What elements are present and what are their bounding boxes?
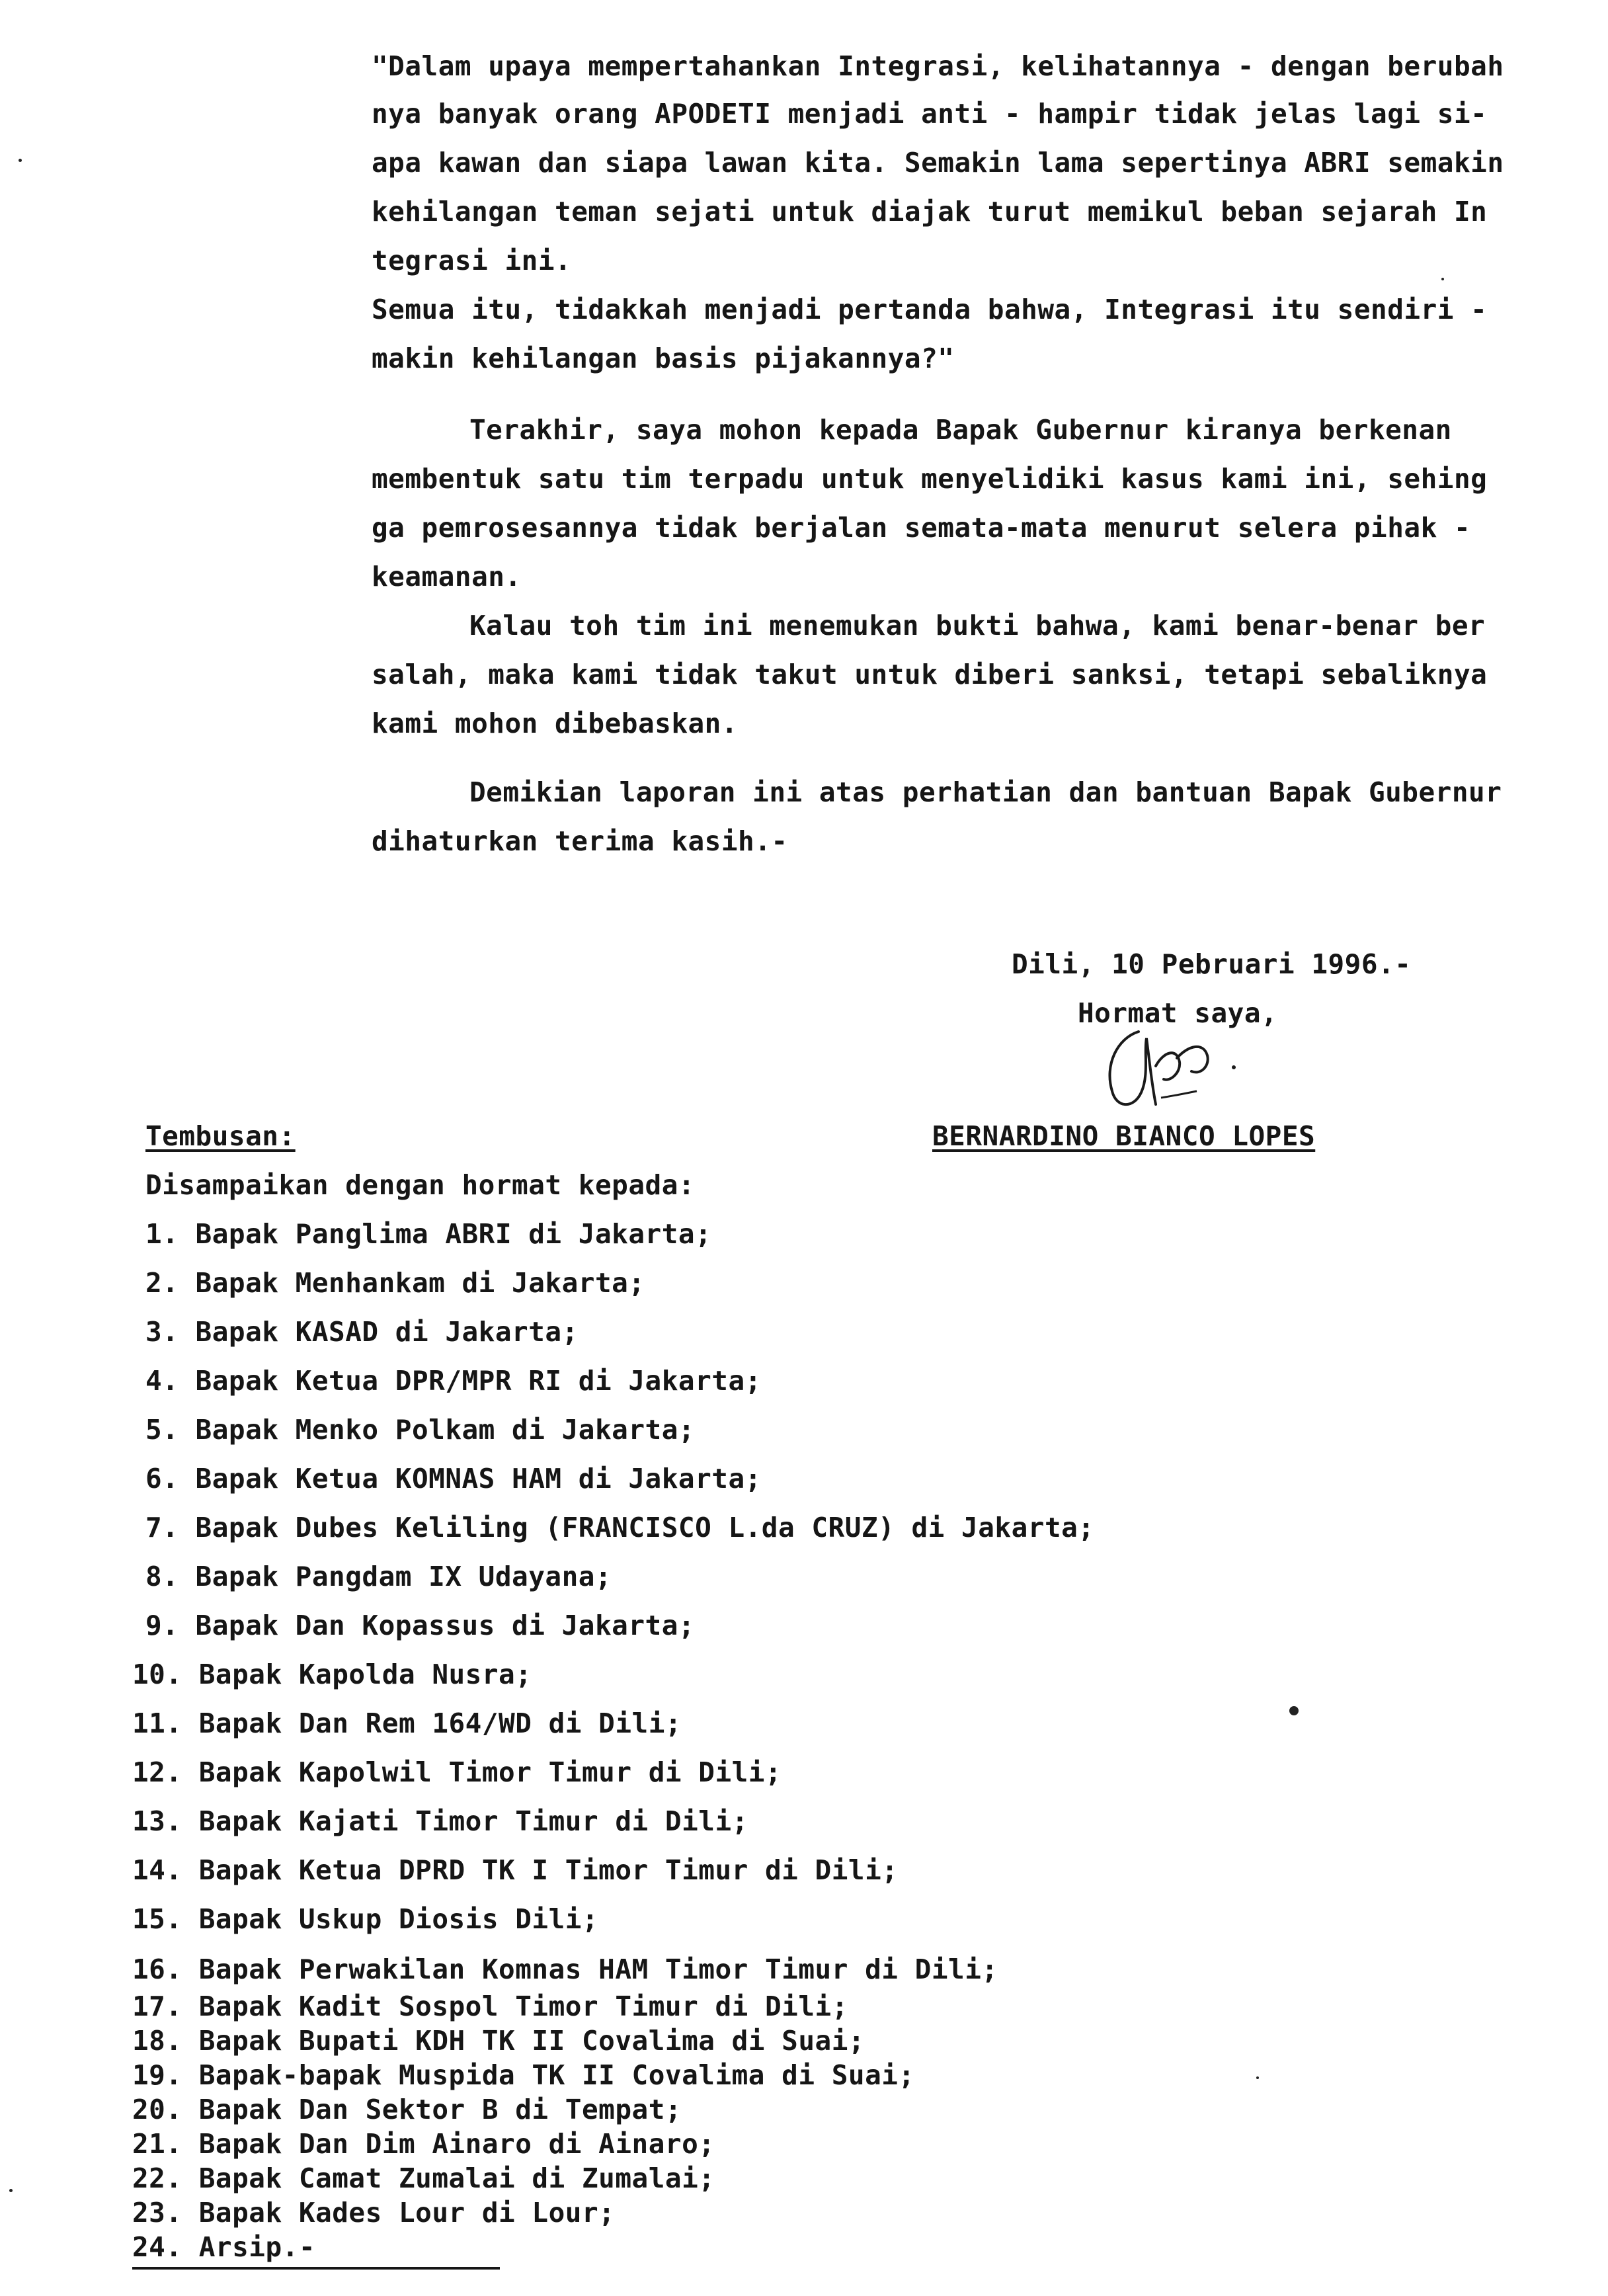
body-line: apa kawan dan siapa lawan kita. Semakin lama sepertinya ABRI semakin (372, 147, 1504, 179)
body-line: "Dalam upaya mempertahankan Integrasi, kelihatannya - dengan berubah (372, 50, 1504, 82)
signer-name: BERNARDINO BIANCO LOPES (932, 1120, 1316, 1152)
recipient-item: 18. Bapak Bupati KDH TK II Covalima di Suai; (132, 2025, 865, 2057)
handwritten-signature-icon (1078, 1018, 1250, 1124)
recipient-item: 22. Bapak Camat Zumalai di Zumalai; (132, 2162, 715, 2194)
recipient-item: 20. Bapak Dan Sektor B di Tempat; (132, 2094, 682, 2125)
recipient-item: 21. Bapak Dan Dim Ainaro di Ainaro; (132, 2128, 715, 2160)
closing-rule (132, 2267, 500, 2270)
body-line: ga pemrosesannya tidak berjalan semata-mata menurut selera pihak - (372, 512, 1471, 544)
recipient-item: 16. Bapak Perwakilan Komnas HAM Timor Timur di Dili; (132, 1953, 998, 1985)
recipient-item: 13. Bapak Kajati Timor Timur di Dili; (132, 1805, 748, 1837)
recipient-item: 11. Bapak Dan Rem 164/WD di Dili; (132, 1707, 682, 1739)
scan-speck (19, 159, 22, 162)
recipient-item: 24. Arsip.- (132, 2231, 316, 2263)
recipient-item: 1. Bapak Panglima ABRI di Jakarta; (145, 1218, 712, 1250)
body-line: kami mohon dibebaskan. (372, 708, 739, 739)
recipient-item: 9. Bapak Dan Kopassus di Jakarta; (145, 1610, 696, 1641)
scan-speck (1256, 2076, 1259, 2079)
body-line: Kalau toh tim ini menemukan bukti bahwa, kami benar-benar ber (469, 610, 1486, 641)
recipient-item: 5. Bapak Menko Polkam di Jakarta; (145, 1414, 696, 1446)
body-line: tegrasi ini. (372, 245, 572, 276)
body-line: membentuk satu tim terpadu untuk menyelidiki kasus kami ini, sehing (372, 463, 1488, 495)
recipient-item: 3. Bapak KASAD di Jakarta; (145, 1316, 579, 1348)
scan-speck (1441, 278, 1444, 280)
recipient-item: 23. Bapak Kades Lour di Lour; (132, 2197, 616, 2229)
salutation: Hormat saya, (1078, 997, 1278, 1029)
recipient-item: 8. Bapak Pangdam IX Udayana; (145, 1561, 612, 1592)
body-line: dihaturkan terima kasih.- (372, 825, 788, 857)
tembusan-intro: Disampaikan dengan hormat kepada: (145, 1169, 696, 1201)
recipient-item: 7. Bapak Dubes Keliling (FRANCISCO L.da CRUZ) di Jakarta; (145, 1512, 1095, 1543)
body-line: salah, maka kami tidak takut untuk diberi sanksi, tetapi sebaliknya (372, 659, 1488, 690)
recipient-item: 2. Bapak Menhankam di Jakarta; (145, 1267, 645, 1299)
body-line: Demikian laporan ini atas perhatian dan bantuan Bapak Gubernur (469, 776, 1502, 808)
body-line: Terakhir, saya mohon kepada Bapak Gubernur kiranya berkenan (469, 414, 1452, 446)
scan-speck (9, 2189, 13, 2192)
recipient-item: 19. Bapak-bapak Muspida TK II Covalima di Suai; (132, 2059, 915, 2091)
recipient-item: 4. Bapak Ketua DPR/MPR RI di Jakarta; (145, 1365, 762, 1397)
place-date: Dili, 10 Pebruari 1996.- (1012, 948, 1412, 980)
body-line: keamanan. (372, 561, 522, 593)
body-line: makin kehilangan basis pijakannya?" (372, 343, 955, 374)
recipient-item: 6. Bapak Ketua KOMNAS HAM di Jakarta; (145, 1463, 762, 1495)
recipient-item: 10. Bapak Kapolda Nusra; (132, 1659, 532, 1690)
recipient-item: 14. Bapak Ketua DPRD TK I Timor Timur di Dili; (132, 1854, 899, 1886)
body-line: kehilangan teman sejati untuk diajak turut memikul beban sejarah In (372, 196, 1488, 227)
recipient-item: 12. Bapak Kapolwil Timor Timur di Dili; (132, 1756, 782, 1788)
recipient-item: 15. Bapak Uskup Diosis Dili; (132, 1903, 599, 1935)
recipient-item: 17. Bapak Kadit Sospol Timor Timur di Dili; (132, 1990, 848, 2022)
scan-speck (1289, 1706, 1299, 1715)
body-line: nya banyak orang APODETI menjadi anti - hampir tidak jelas lagi si- (372, 98, 1488, 130)
body-line: Semua itu, tidakkah menjadi pertanda bahwa, Integrasi itu sendiri - (372, 294, 1488, 325)
tembusan-heading: Tembusan: (145, 1120, 296, 1152)
